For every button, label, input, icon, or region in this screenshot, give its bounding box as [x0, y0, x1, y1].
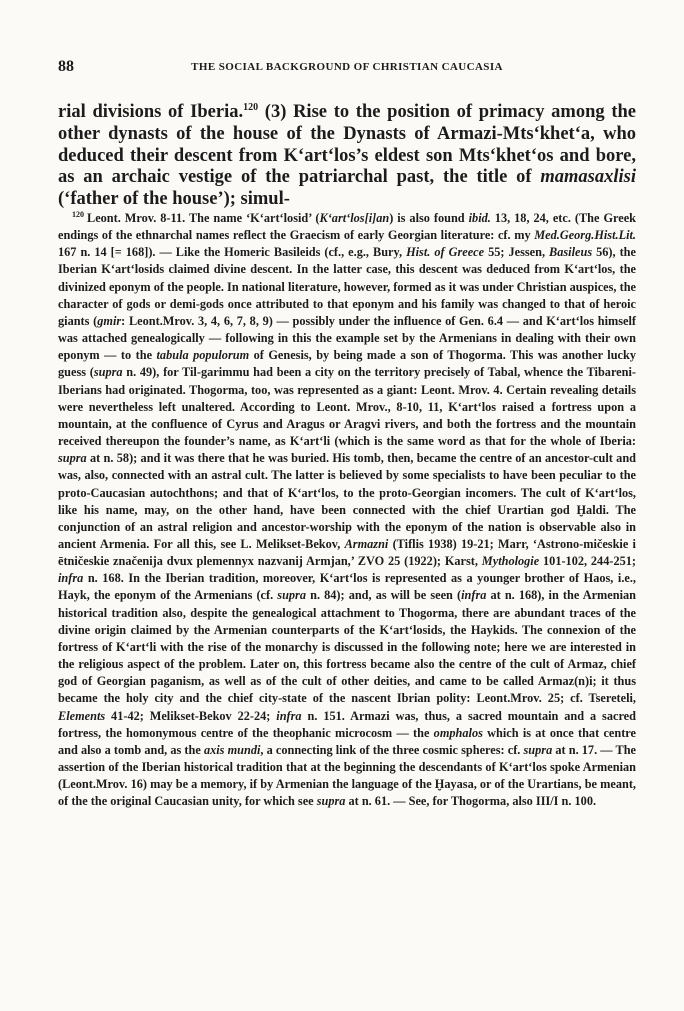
- footnote-marker: 120: [72, 210, 84, 219]
- running-title: THE SOCIAL BACKGROUND OF CHRISTIAN CAUCASIA: [191, 61, 503, 73]
- footnote-text: n. 84); and, as will be seen (: [306, 588, 462, 603]
- footnote-italic: supra: [277, 588, 306, 603]
- footnote-text: which is at once that centre and also a tomb and, as the: [58, 725, 636, 757]
- footnote-text: 101-102, 244-251;: [539, 554, 636, 569]
- footnote-text: of Genesis, by being made a son of Thogorma. This was another lucky guess (: [58, 348, 636, 380]
- footnote-text: ) is also found: [389, 211, 469, 225]
- footnote-italic: Elements: [58, 708, 106, 723]
- footnote-text: n. 168. In the Iberian tradition, moreover, Kʻartʻlos is represented as a younger brother of Haos, i.e., Hayk, the eponym of the Armenians (cf.: [58, 571, 636, 603]
- body-text-segment: (‘father of the house’); simul-: [58, 189, 290, 210]
- footnote-italic: gmir: [97, 313, 122, 328]
- footnote-120: [58, 206, 636, 810]
- footnote-italic: infra: [276, 708, 302, 723]
- footnote-text: Leont. Mrov. 8-11. The name ‘Kʻartʻlosid’ (: [87, 211, 320, 225]
- footnote-italic: tabula populorum: [156, 348, 250, 363]
- footnote-italic: Kʻartʻlos[i]an: [319, 211, 390, 225]
- body-text-segment: rial divisions of Iberia.: [58, 102, 244, 122]
- footnote-text: at n. 61. — See, for Thogorma, also III/I n. 100.: [345, 794, 597, 809]
- footnote-text: (Tiflis 1938) 19-21; Marr, ‘Astrono-mičeskie i ētničeskie značenija dvux plemennyx nazvanij Armjan,’ ZVO 25 (1922); Karst,: [58, 536, 636, 569]
- footnote-text: n. 49), for Til-garimmu had been a city on the territory precisely of Tabal, whence the Tibareni-Iberians had originated. Thogorma, too, was represented as a giant: Leont. Mrov. 4. Certain revealing details were nevertheless left unaltered. According to Leont. Mrov., 8-10, 11, Kʻartʻlos raised a fortress upon a mountain, at the confluence of Cyrus and Aragus or Aragvi rivers, and both the fortress and the mountain received thereupon the founder’s name, as Kʻartʻli (which is the same word as that for the whole of Iberia:: [58, 365, 636, 449]
- footnote-italic: Med.Georg.Hist.Lit.: [534, 228, 636, 243]
- footnote-text: 41-42; Melikset-Bekov 22-24;: [105, 708, 277, 723]
- footnote-italic: Armazni: [344, 536, 389, 551]
- footnote-italic: Hist. of Greece: [406, 245, 485, 260]
- footnote-text: n. 151. Armazi was, thus, a sacred mountain and a sacred fortress, the homonymous centre of the theophanic microcosm — the: [58, 708, 636, 740]
- footnote-text: 55; Jessen,: [484, 245, 550, 260]
- footnote-text: , a connecting link of the three cosmic spheres: cf.: [260, 742, 524, 757]
- footnote-text: at n. 17. — The assertion of the Iberian historical tradition that at the beginning the descendants of Kʻartʻlos spoke Armenian (Leont.Mrov. 16) may be a memory, if by Armenian the language of the Ḫayasa, or of the Urartians, be meant, of the the original Caucasian unity, for which see: [58, 742, 636, 809]
- footnote-text: 56), the Iberian Kʻartʻlosids claimed divine descent. In the latter case, this descent was deduced from Kʻartʻlos, the divinized eponym of the people. In national literature, however, formed as it was under Christian auspices, the character of gods or demi-gods once attributed to that eponym and his family was changed to that of heroic giants (: [58, 245, 636, 328]
- footnote-italic: Mythologie: [481, 554, 540, 569]
- page-header: [58, 58, 636, 80]
- footnote-text: 167 n. 14 [= 168]). — Like the Homeric Basileids (cf., e.g., Bury,: [58, 245, 407, 260]
- footnote-italic: Basileus: [549, 245, 593, 260]
- footnote-italic: supra: [93, 365, 123, 380]
- footnote-italic: axis mundi: [203, 742, 261, 757]
- footnote-italic: ibid.: [468, 211, 491, 225]
- footnote-text: at n. 168), in the Armenian historical tradition also, despite the genealogical attachment to Thogorma, there are abundant traces of the divine origin claimed by the Armenian counterparts of the Kʻartʻlosids, the Haykids. The connexion of the fortress of Kʻartʻli with the rise of the monarchy is discussed in the following note; here we are interested in the religious aspect of the problem. Later on, this fortress became also the centre of the cult of Armaz, chief god of Georgian paganism, as well as of the cult of other deities, and came to be called Armaz(n)i; it thus became the holy city and the chief city-state of the nascent Ibrian polity: Leont.Mrov. 25; cf. Tsereteli,: [58, 588, 637, 706]
- main-paragraph: [58, 97, 636, 211]
- footnote-text: 13, 18, 24, etc. (The Greek endings of the ethnarchal names reflect the Graecism of early Georgian literature: cf. my: [58, 211, 636, 243]
- footnote-italic: infra: [58, 571, 84, 586]
- footnote-reference[interactable]: 120: [243, 102, 259, 113]
- footnote-italic: supra: [58, 451, 87, 466]
- footnote-text: at n. 58); and it was there that he was buried. His tomb, then, became the centre of an ancestor-cult and was, also, connected with an astral cult. The latter is believed by some specialists to have been peculiar to the proto-Caucasian autochthons; and that of Kʻartʻlos, to the proto-Georgian incomers. The cult of Kʻartʻlos, like his name, may, on the other hand, have been connected with the chief Urartian god Ḫaldi. The conjunction of an astral religion and ancestor-worship with the eponym of the nation is observable also in ancient Armenia. For all this, see L. Melikset-Bekov,: [58, 451, 636, 551]
- footnote-italic: supra: [316, 794, 346, 809]
- footnote-italic: omphalos: [433, 725, 483, 740]
- footnote-italic: supra: [523, 742, 553, 757]
- body-italic-term: mamasaxlisi: [540, 167, 636, 188]
- body-text-segment: (3) Rise to the position of primacy among the other dynasts of the house of the Dynasts of Armazi-Mtsʻkhetʻa, who deduced their descent from Kʻartʻlos’s eldest son Mtsʻkhetʻos and bore, as an archaic vestige of the patriarchal past, the title of: [58, 102, 636, 188]
- footnote-text: : Leont.Mrov. 3, 4, 6, 7, 8, 9) — possibly under the influence of Gen. 6.4 — and Kʻartʻlos himself was attached genealogically — following in this the example set by the Armenians in dealing with their own eponym — to the: [58, 313, 637, 363]
- footnote-italic: infra: [461, 588, 487, 603]
- page-number: 88: [58, 58, 74, 75]
